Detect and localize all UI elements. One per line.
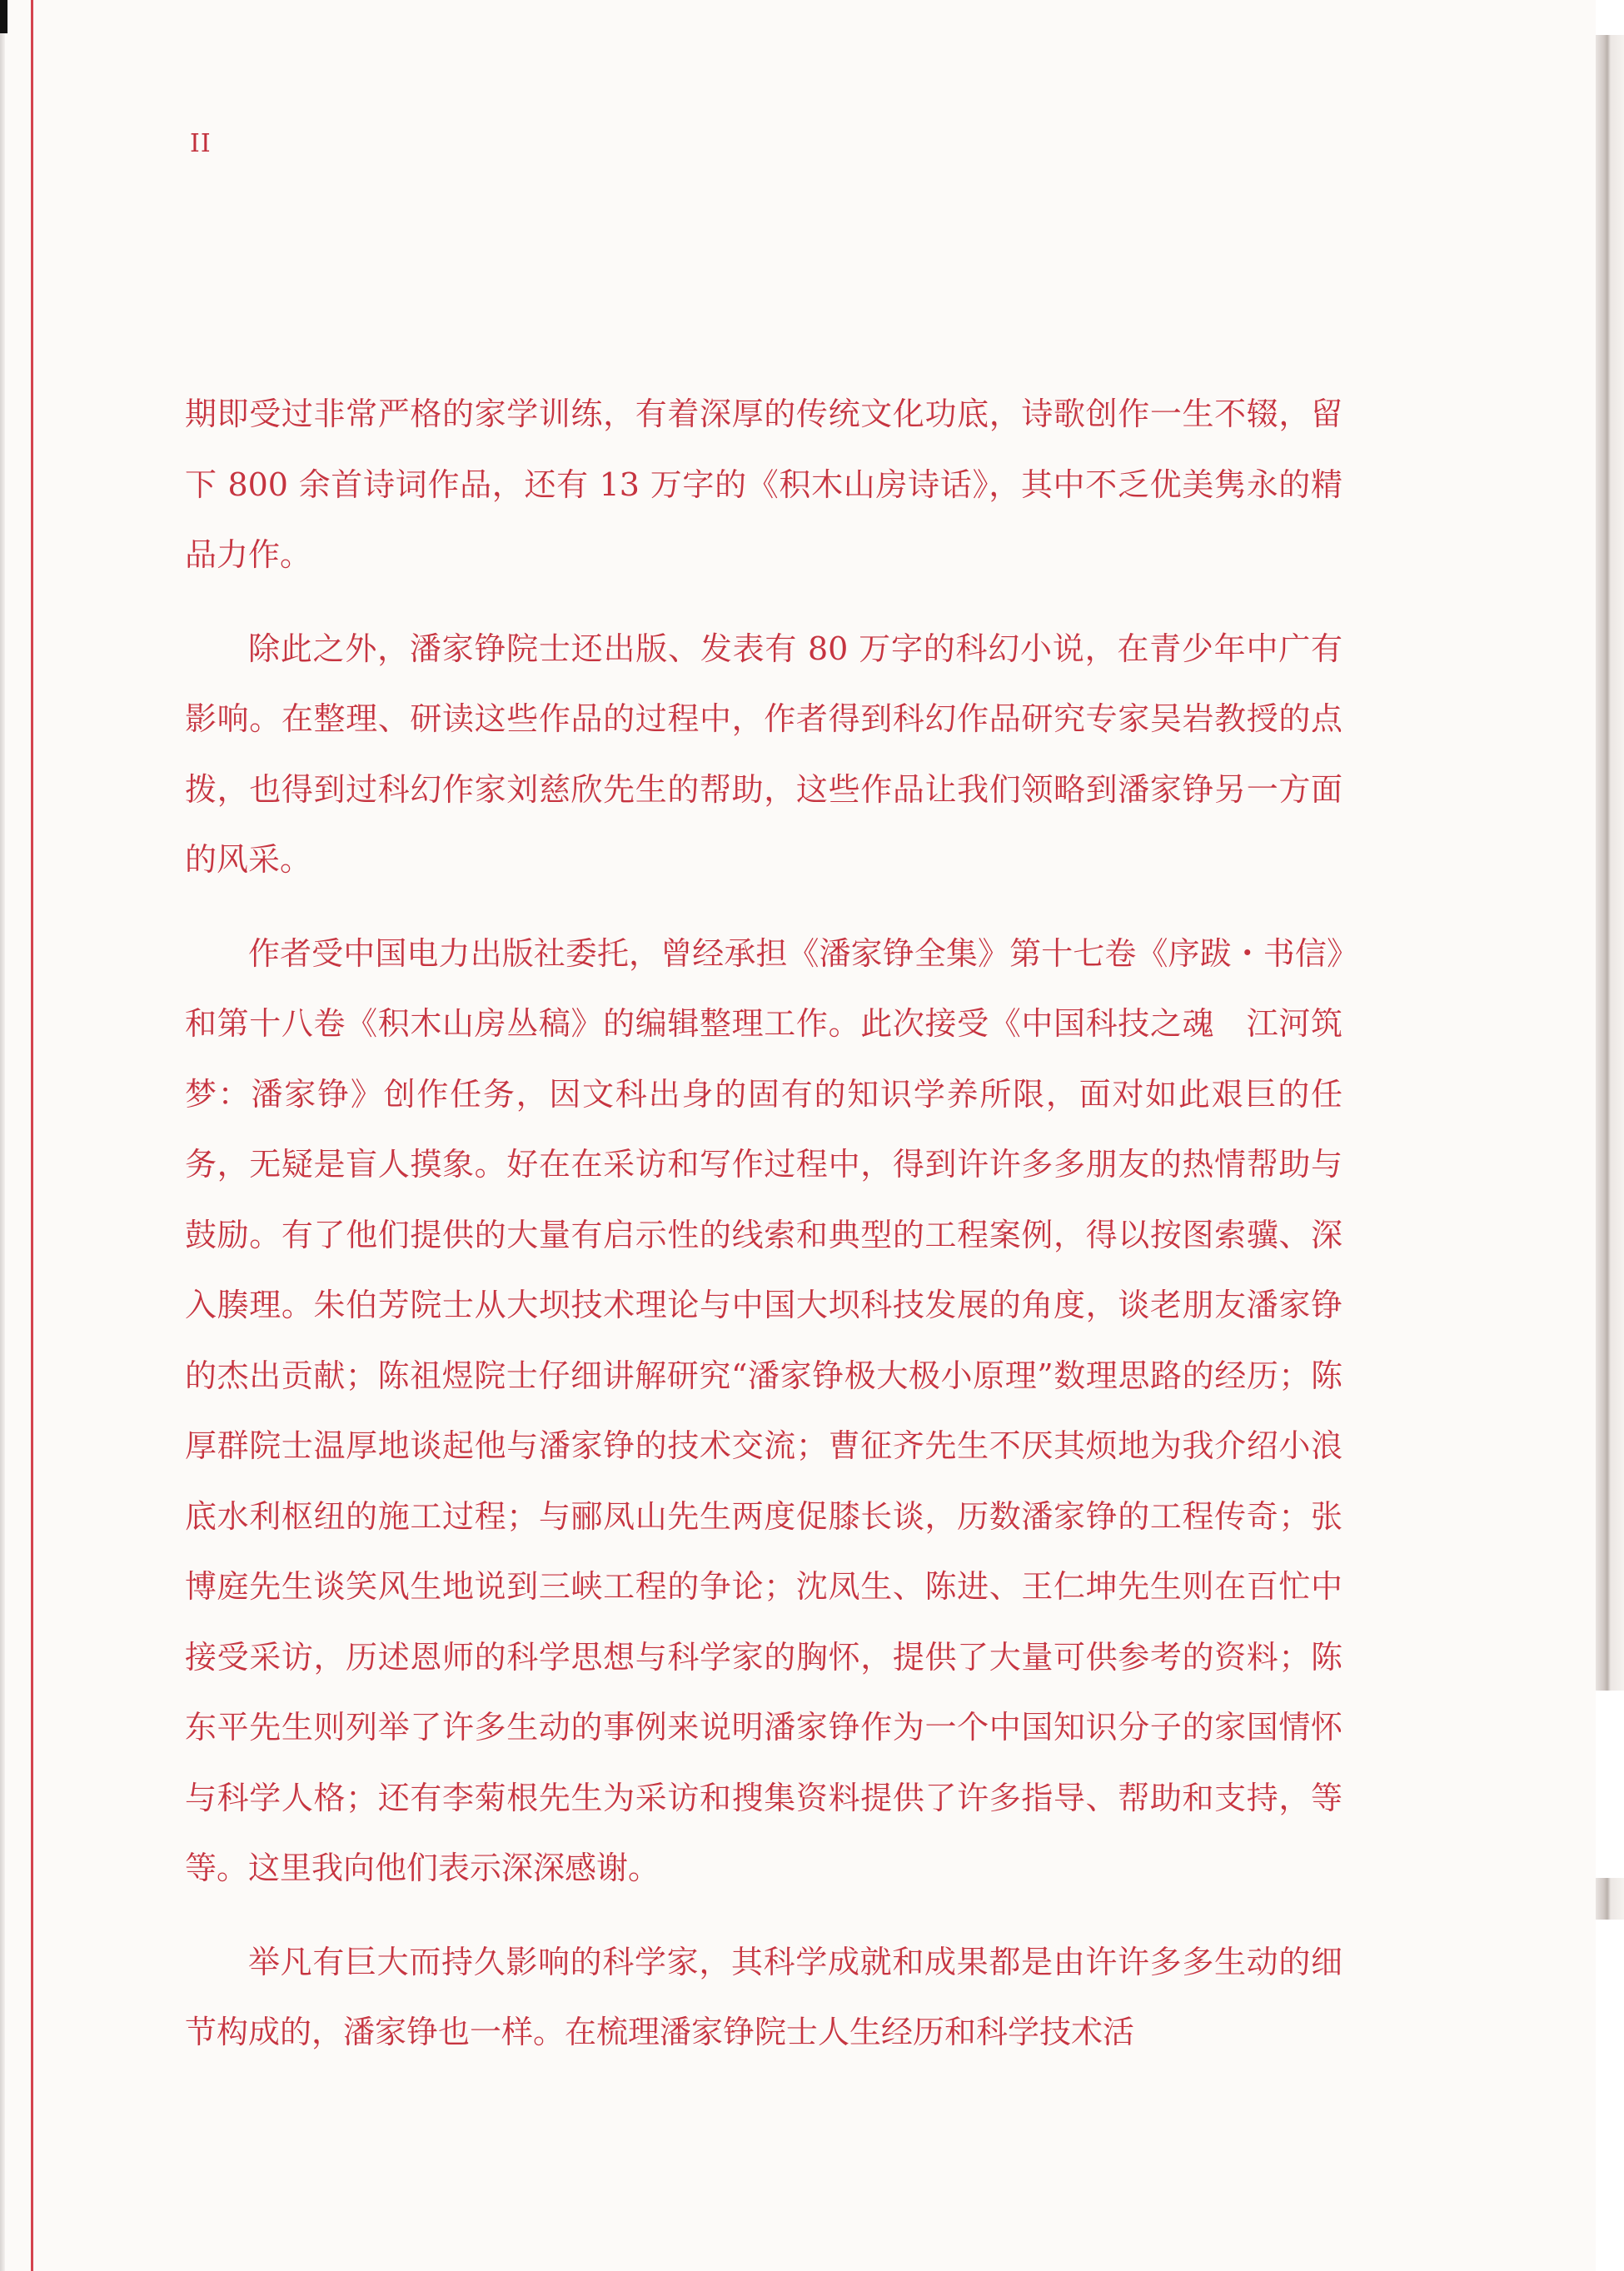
scan-background-patch — [1596, 1920, 1624, 2271]
paragraph: 除此之外，潘家铮院士还出版、发表有 80 万字的科幻小说，在青少年中广有影响。在整理、研读这些作品的过程中，作者得到科幻作品研究专家吴岩教授的点拨，也得到过科幻作家刘慈欣先生的帮助，这些作品让我们领略到潘家铮另一方面的风采。 — [185, 630, 1343, 878]
scan-background-patch — [1596, 0, 1624, 35]
body-text — [185, 379, 1343, 2091]
margin-red-rule — [31, 0, 33, 2271]
paragraph: 举凡有巨大而持久影响的科学家，其科学成就和成果都是由许许多多生动的细节构成的，潘家铮也一样。在梳理潘家铮院士人生经历和科学技术活 — [185, 1943, 1343, 2050]
left-edge-shadow — [0, 33, 5, 2271]
paragraph: 期即受过非常严格的家学训练，有着深厚的传统文化功底，诗歌创作一生不辍，留下 800 余首诗词作品，还有 13 万字的《积木山房诗话》，其中不乏优美隽永的精品力作。 — [185, 396, 1343, 573]
scan-background-patch — [1596, 1691, 1624, 1878]
scan-edge-marker — [0, 0, 7, 33]
page-number: II — [190, 129, 212, 158]
paragraph: 作者受中国电力出版社委托，曾经承担《潘家铮全集》第十七卷《序跋・书信》和第十八卷《积木山房丛稿》的编辑整理工作。此次接受《中国科技之魂 江河筑梦：潘家铮》创作任务，因文科出身的固有的知识学养所限，面对如此艰巨的任务，无疑是盲人摸象。好在在采访和写作过程中，得到许许多多朋友的热情帮助与鼓励。有了他们提供的大量有启示性的线索和典型的工程案例，得以按图索骥、深入腠理。朱伯芳院士从大坝技术理论与中国大坝科技发展的角度，谈老朋友潘家铮的杰出贡献；陈祖煜院士仔细讲解研究“潘家铮极大极小原理”数理思路的经历；陈厚群院士温厚地谈起他与潘家铮的技术交流；曹征齐先生不厌其烦地为我介绍小浪底水利枢纽的施工过程；与郦凤山先生两度促膝长谈，历数潘家铮的工程传奇；张博庭先生谈笑风生地说到三峡工程的争论；沈凤生、陈进、王仁坤先生则在百忙中接受采访，历述恩师的科学思想与科学家的胸怀，提供了大量可供参考的资料；陈东平先生则列举了许多生动的事例来说明潘家铮作为一个中国知识分子的家国情怀与科学人格；还有李菊根先生为采访和搜集资料提供了许多指导、帮助和支持，等等。这里我向他们表示深深感谢。 — [185, 934, 1343, 1886]
